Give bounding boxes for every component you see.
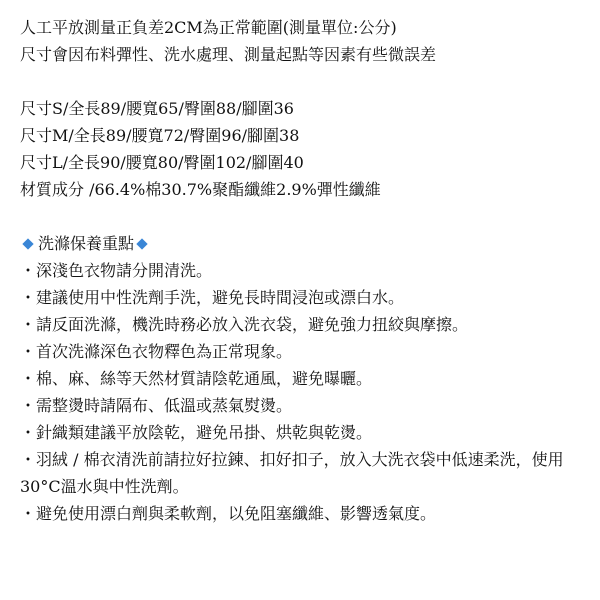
care-item: ・針織類建議平放陰乾，避免吊掛、烘乾與乾燙。 — [20, 423, 373, 442]
size-m-row: 尺寸M/全長89/腰寬72/臀圍96/腳圍38 — [20, 126, 300, 145]
care-title-text: 洗滌保養重點 — [38, 234, 135, 253]
care-item: ・首次洗滌深色衣物釋色為正常現象。 — [20, 342, 293, 361]
product-details — [20, 14, 592, 527]
measure-note: 人工平放測量正負差2CM為正常範圍(測量單位:公分) — [20, 18, 397, 37]
diamond-icon — [22, 238, 33, 249]
care-item: ・棉、麻、絲等天然材質請陰乾通風，避免曝曬。 — [20, 369, 373, 388]
care-item: ・深淺色衣物請分開清洗。 — [20, 261, 213, 280]
care-item: ・請反面洗滌，機洗時務必放入洗衣袋，避免強力扭絞與摩擦。 — [20, 315, 469, 334]
care-item: ・需整燙時請隔布、低溫或蒸氣熨燙。 — [20, 396, 293, 415]
variance-note: 尺寸會因布料彈性、洗水處理、測量起點等因素有些微誤差 — [20, 45, 437, 64]
care-section-title — [20, 230, 592, 257]
care-item: ・羽絨 / 棉衣清洗前請拉好拉鍊、扣好扣子，放入大洗衣袋中低速柔洗，使用30°C溫水與中性洗劑。 — [20, 450, 564, 496]
size-l-row: 尺寸L/全長90/腰寬80/臀圍102/腳圍40 — [20, 153, 304, 172]
spacer — [20, 203, 592, 230]
spacer — [20, 68, 592, 95]
size-s-row: 尺寸S/全長89/腰寬65/臀圍88/腳圍36 — [20, 99, 294, 118]
care-item: ・避免使用漂白劑與柔軟劑，以免阻塞纖維、影響透氣度。 — [20, 504, 437, 523]
care-item: ・建議使用中性洗劑手洗，避免長時間浸泡或漂白水。 — [20, 288, 405, 307]
diamond-icon — [136, 238, 147, 249]
material-row: 材質成分 /66.4%棉30.7%聚酯纖維2.9%彈性纖維 — [20, 180, 381, 199]
